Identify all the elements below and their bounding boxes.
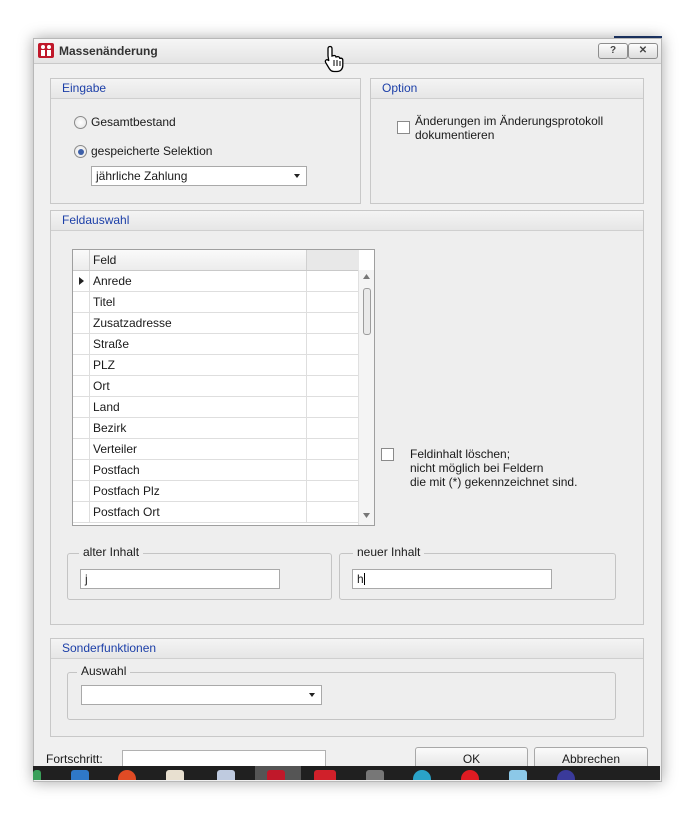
radio-gespeicherte-selektion[interactable]	[74, 145, 87, 158]
table-row[interactable]	[73, 292, 358, 313]
row-indicator	[73, 418, 90, 438]
row-label: Postfach	[93, 463, 140, 477]
grid-header	[73, 250, 358, 271]
row-label: Anrede	[93, 274, 132, 288]
document-icon[interactable]	[166, 770, 184, 780]
scroll-up-icon[interactable]	[363, 274, 370, 279]
row-indicator	[73, 355, 90, 375]
protocol-label-line1: Änderungen im Änderungsprotokoll	[415, 114, 604, 128]
document-icon-2[interactable]	[217, 770, 235, 780]
row-indicator	[73, 439, 90, 459]
column-header-extra[interactable]	[306, 250, 359, 270]
selection-dropdown[interactable]	[91, 166, 307, 186]
table-row[interactable]	[73, 481, 358, 502]
row-indicator	[73, 334, 90, 354]
chevron-down-icon	[309, 693, 315, 697]
selection-dropdown-value: jährliche Zahlung	[96, 169, 188, 183]
row-indicator	[73, 376, 90, 396]
taskbar	[33, 766, 660, 780]
row-indicator	[73, 460, 90, 480]
row-label: Titel	[93, 295, 116, 309]
clear-content-label[interactable]	[410, 447, 577, 489]
row-extra-cell	[306, 355, 359, 375]
table-row[interactable]	[73, 439, 358, 460]
app-icon	[38, 43, 54, 58]
option-group	[370, 78, 644, 204]
auswahl-label: Auswahl	[77, 664, 130, 678]
network-icon[interactable]	[509, 770, 527, 780]
alter-inhalt-label: alter Inhalt	[79, 545, 143, 559]
active-app-tab[interactable]	[255, 766, 301, 780]
row-extra-cell	[306, 376, 359, 396]
table-row[interactable]	[73, 460, 358, 481]
row-pointer-icon	[79, 277, 84, 285]
app-icon	[267, 770, 285, 780]
title-bar[interactable]	[34, 39, 661, 64]
cancel-button[interactable]: Abbrechen	[534, 747, 648, 771]
table-row[interactable]	[73, 334, 358, 355]
tray-icon[interactable]	[557, 770, 575, 780]
close-button[interactable]: ✕	[628, 43, 658, 59]
table-row[interactable]	[73, 418, 358, 439]
scroll-down-icon[interactable]	[363, 513, 370, 518]
row-indicator	[73, 481, 90, 501]
row-indicator	[73, 313, 90, 333]
row-label: PLZ	[93, 358, 116, 372]
neuer-inhalt-fieldset	[339, 545, 616, 600]
media-icon[interactable]	[314, 770, 336, 780]
scroll-thumb[interactable]	[363, 288, 371, 335]
progress-label: Fortschritt:	[46, 752, 103, 766]
clear-label-line1: Feldinhalt löschen;	[410, 447, 511, 461]
grid-corner	[73, 250, 90, 270]
option-title: Option	[371, 79, 643, 99]
clear-content-checkbox[interactable]	[381, 448, 394, 461]
row-extra-cell	[306, 397, 359, 417]
feldauswahl-group	[50, 210, 644, 625]
clear-label-line3: die mit (*) gekennzeichnet sind.	[410, 475, 578, 489]
row-label: Zusatzadresse	[93, 316, 172, 330]
hand-cursor-icon	[324, 45, 344, 73]
row-indicator	[73, 502, 90, 522]
eingabe-title: Eingabe	[51, 79, 360, 99]
grid-scrollbar[interactable]	[358, 270, 375, 525]
row-extra-cell	[306, 292, 359, 312]
ok-button[interactable]: OK	[415, 747, 528, 771]
table-row[interactable]	[73, 376, 358, 397]
radio-gesamtbestand-label[interactable]: Gesamtbestand	[91, 115, 176, 129]
row-extra-cell	[306, 502, 359, 522]
protocol-label-line2: dokumentieren	[415, 128, 495, 142]
help-button[interactable]: ?	[598, 43, 628, 59]
row-extra-cell	[306, 418, 359, 438]
explorer-icon[interactable]	[71, 770, 89, 780]
chevron-down-icon	[294, 174, 300, 178]
table-row[interactable]	[73, 313, 358, 334]
sonderfunktionen-title: Sonderfunktionen	[51, 639, 643, 659]
row-label: Postfach Plz	[93, 484, 160, 498]
neuer-inhalt-input[interactable]	[352, 569, 552, 589]
row-extra-cell	[306, 313, 359, 333]
eingabe-group	[50, 78, 361, 204]
row-extra-cell	[306, 271, 359, 291]
radio-gespeicherte-selektion-label[interactable]: gespeicherte Selektion	[91, 144, 213, 158]
table-row[interactable]	[73, 397, 358, 418]
neuer-inhalt-value: h	[357, 572, 364, 586]
row-label: Verteiler	[93, 442, 138, 456]
app-green-icon[interactable]	[33, 770, 41, 780]
row-extra-cell	[306, 334, 359, 354]
text-caret	[364, 573, 365, 585]
row-indicator	[73, 271, 90, 291]
alter-inhalt-value: j	[85, 572, 88, 586]
row-label: Land	[93, 400, 120, 414]
protocol-checkbox-label[interactable]	[415, 114, 603, 142]
auswahl-dropdown[interactable]	[81, 685, 322, 705]
row-label: Straße	[93, 337, 130, 351]
tool-icon[interactable]	[366, 770, 384, 780]
row-label: Bezirk	[93, 421, 127, 435]
row-label: Postfach Ort	[93, 505, 160, 519]
edge-icon[interactable]	[413, 770, 431, 780]
row-indicator	[73, 397, 90, 417]
alter-inhalt-fieldset	[67, 545, 332, 600]
clear-label-line2: nicht möglich bei Feldern	[410, 461, 544, 475]
row-extra-cell	[306, 439, 359, 459]
row-extra-cell	[306, 460, 359, 480]
radio-gesamtbestand[interactable]	[74, 116, 87, 129]
alter-inhalt-input[interactable]	[80, 569, 280, 589]
opera-icon[interactable]	[461, 770, 479, 780]
table-row[interactable]	[73, 271, 358, 292]
protocol-checkbox[interactable]	[397, 121, 410, 134]
neuer-inhalt-label: neuer Inhalt	[353, 545, 424, 559]
table-row[interactable]	[73, 502, 358, 523]
table-row[interactable]	[73, 355, 358, 376]
browser-icon[interactable]	[118, 770, 136, 780]
auswahl-fieldset	[67, 664, 616, 720]
field-grid[interactable]	[72, 249, 375, 526]
feldauswahl-title: Feldauswahl	[51, 211, 643, 231]
row-indicator	[73, 292, 90, 312]
sonderfunktionen-group	[50, 638, 644, 737]
dialog-window	[33, 38, 662, 782]
row-label: Ort	[93, 379, 110, 393]
row-extra-cell	[306, 481, 359, 501]
window-title: Massenänderung	[59, 44, 158, 58]
column-header-feld[interactable]: Feld	[93, 253, 117, 267]
